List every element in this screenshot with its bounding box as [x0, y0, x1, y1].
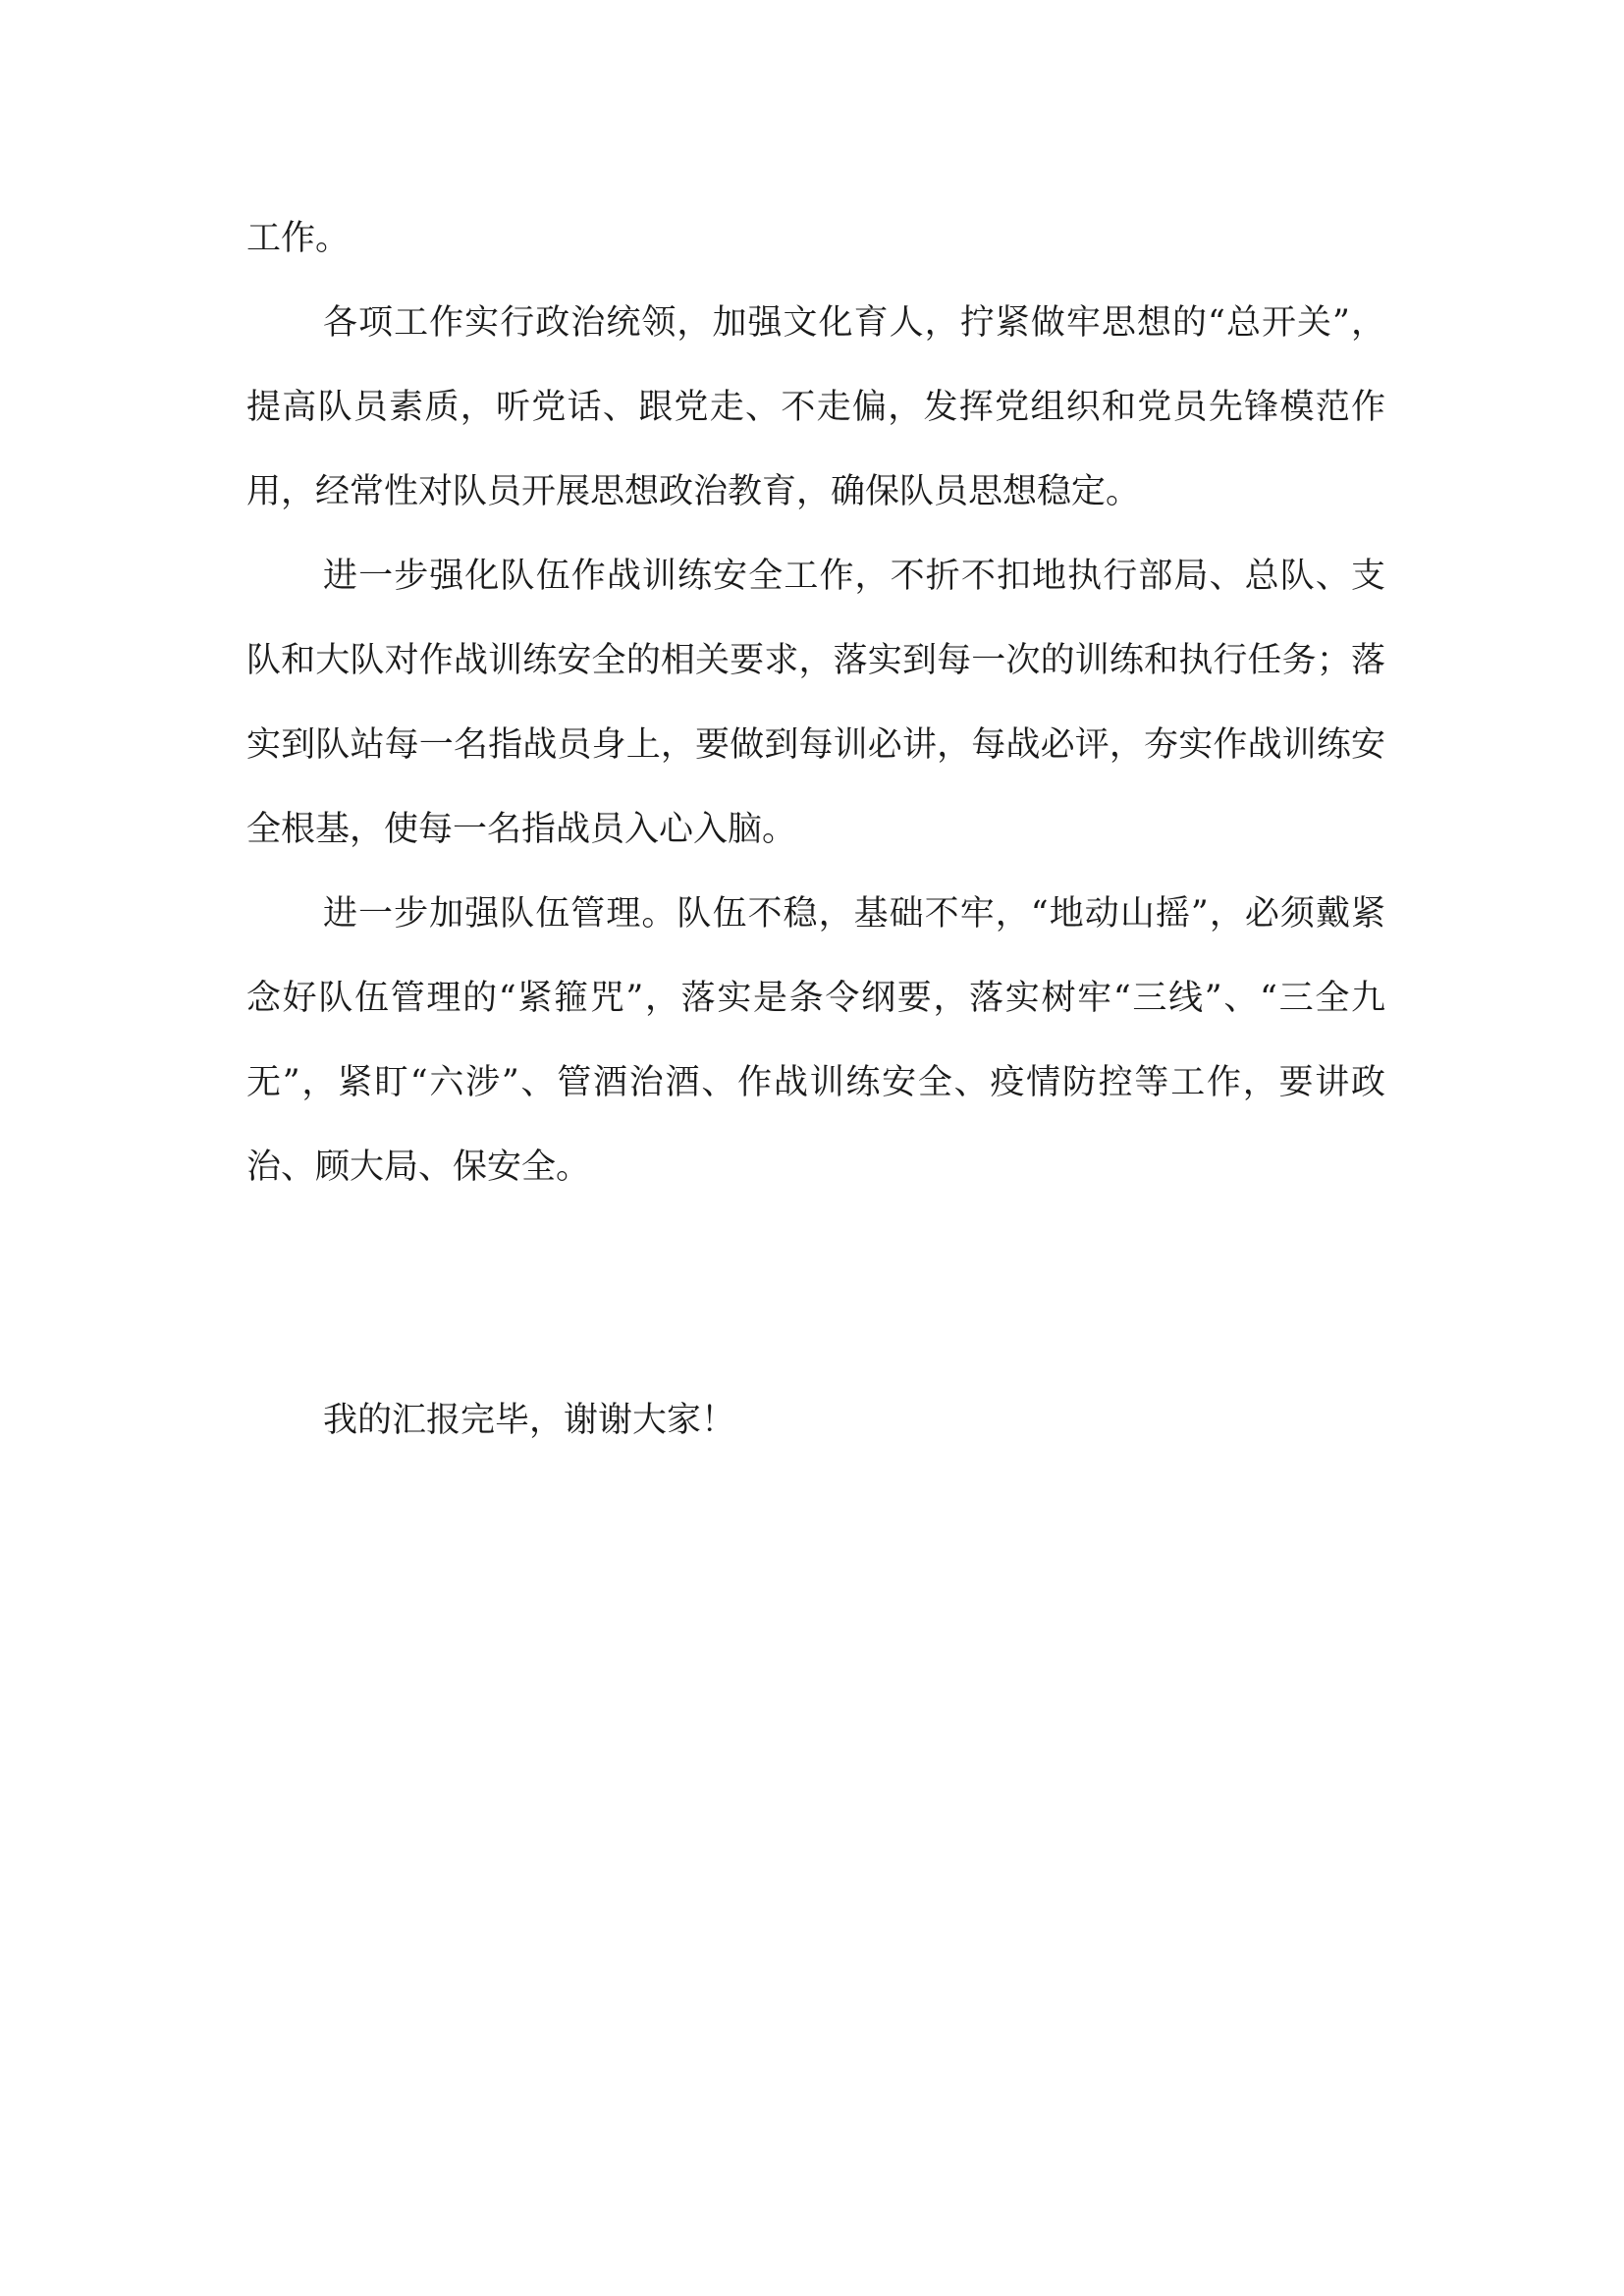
- document-body: [246, 196, 1385, 1463]
- paragraph-training-safety: 进一步强化队伍作战训练安全工作，不折不扣地执行部局、总队、支队和大队对作战训练安全的相关要求，落实到每一次的训练和执行任务；落实到队站每一名指战员身上，要做到每训必讲，每战必评，夯实作战训练安全根基，使每一名指战员入心入脑。: [246, 557, 1385, 849]
- paragraph-team-management: 进一步加强队伍管理。队伍不稳，基础不牢，“地动山摇”，必须戴紧念好队伍管理的“紧箍咒”，落实是条令纲要，落实树牢“三线”、“三全九无”，紧盯“六涉”、管酒治酒、作战训练安全、疫情防控等工作，要讲政治、顾大局、保安全。: [246, 894, 1385, 1187]
- paragraph-political-leadership: 各项工作实行政治统领，加强文化育人，拧紧做牢思想的“总开关”，提高队员素质，听党话、跟党走、不走偏，发挥党组织和党员先锋模范作用，经常性对队员开展思想政治教育，确保队员思想稳定。: [246, 303, 1385, 511]
- paragraph-spacer: [246, 1209, 1385, 1378]
- closing-remark: 我的汇报完毕，谢谢大家！: [323, 1401, 736, 1440]
- paragraph-continuation: 工作。: [246, 219, 351, 258]
